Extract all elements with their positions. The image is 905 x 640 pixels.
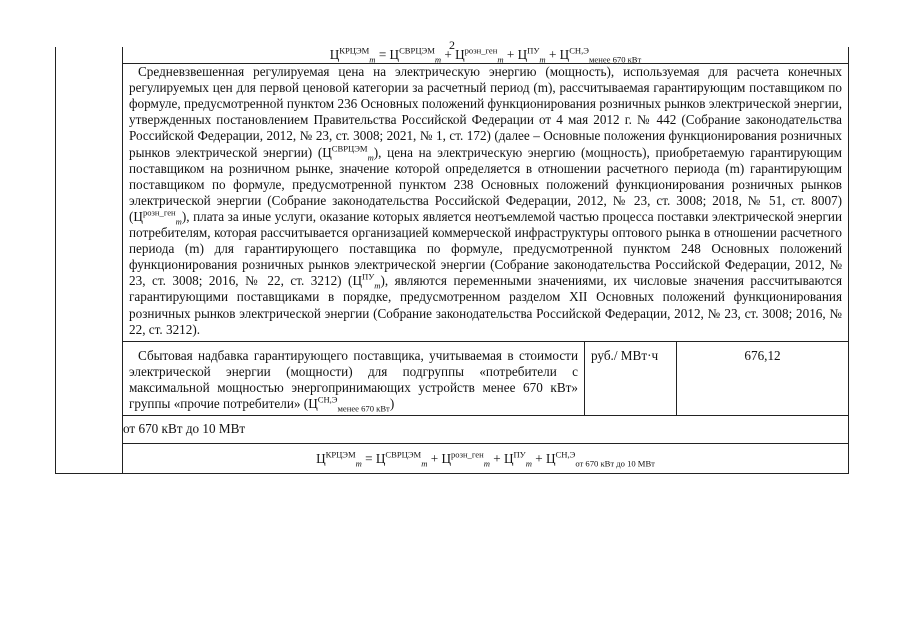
page-number: 2	[449, 38, 456, 52]
formula-2: $Ц^{КРЦЭМ}_m = Ц^{СВРЦЭМ}_m + Ц^{розн\_ген}_m + Ц^{ПУ}_m + Ц^{СН,Э}_{от 670 кВт до 10 МВт}$	[123, 444, 849, 474]
definition-cell	[123, 64, 849, 342]
markup-value-cell: 676,12	[677, 341, 849, 415]
markup-row	[56, 341, 849, 415]
formula-1: $Ц^{КРЦЭМ}_m = Ц^{СВРЦЭМ}_m + Ц^{розн\_ген}_m + Ц^{ПУ}_m + Ц^{СН,Э}_{менее 670 кВт}$	[123, 47, 849, 64]
markup-unit-cell: руб./ МВт·ч	[585, 341, 677, 415]
formula-row-1	[56, 47, 849, 64]
definition-paragraph: Средневзвешенная регулируемая цена на электрическую энергию (мощность), используемая для расчета конечных регулируемых цен для первой ценовой категории за расчетный период (m), рассчитываемая гарантирующим поставщиком по формуле, предусмотренной пунктом 236 Основных положений функционирования розничных рынков электрической энергии, утвержденных постановлением Правительства Российской Федерации от 4 мая 2012 г. № 442 (Собрание законодательства Российской Федерации, 2012, № 23, ст. 3008; 2021, № 1, ст. 172) (далее – Основные положения функционирования розничных рынков электрической энергии) $(Ц^{СВРЦЭМ}_m)$, цена на электрическую энергию (мощность), приобретаемую гарантирующим поставщиком на розничном рынке, значение которой определяется в отношении расчетного периода (m) гарантирующим поставщиком по формуле, предусмотренной пунктом 238 Основных положений функционирования розничных рынков электрической энергии (Собрание законодательства Российской Федерации, 2012, № 23, ст. 3008; 2018, № 51, ст. 8007) $(Ц^{розн\_ген}_m)$, плата за иные услуги, оказание которых является неотъемлемой частью процесса поставки электрической энергии потребителям, которая рассчитывается организацией коммерческой инфраструктуры оптового рынка в отношении расчетного периода (m) для гарантирующего поставщика по формуле, предусмотренной пунктом 248 Основных положений функционирования розничных рынков электрической энергии (Собрание законодательства Российской Федерации, 2012, № 23, ст. 3008; 2016, № 22, ст. 3212) $(Ц^{ПУ}_m)$, являются переменными значениями, их числовые значения рассчитываются гарантирующими поставщиками в порядке, предусмотренном разделом XII Основных положений функционирования розничных рынков электрической энергии (Собрание законодательства Российской Федерации, 2012, № 23, ст. 3008; 2016, № 22, ст. 3212).	[129, 64, 843, 337]
definition-row	[56, 64, 849, 342]
formula-row-2	[56, 444, 849, 474]
markup-description-cell	[123, 341, 585, 415]
left-gutter-cell	[56, 47, 123, 474]
markup-description: Сбытовая надбавка гарантирующего поставщика, учитываемая в стоимости электрической энергии (мощности) для подгруппы «потребители с максимальной мощностью энергопринимающих устройств менее 670 кВт» группы «прочие потребители» $(Ц^{СН,Э}_{менее 670 кВт})$	[129, 347, 578, 414]
range-label: от 670 кВт до 10 МВт	[123, 416, 849, 444]
tariff-table	[55, 47, 849, 474]
range-row	[56, 416, 849, 444]
